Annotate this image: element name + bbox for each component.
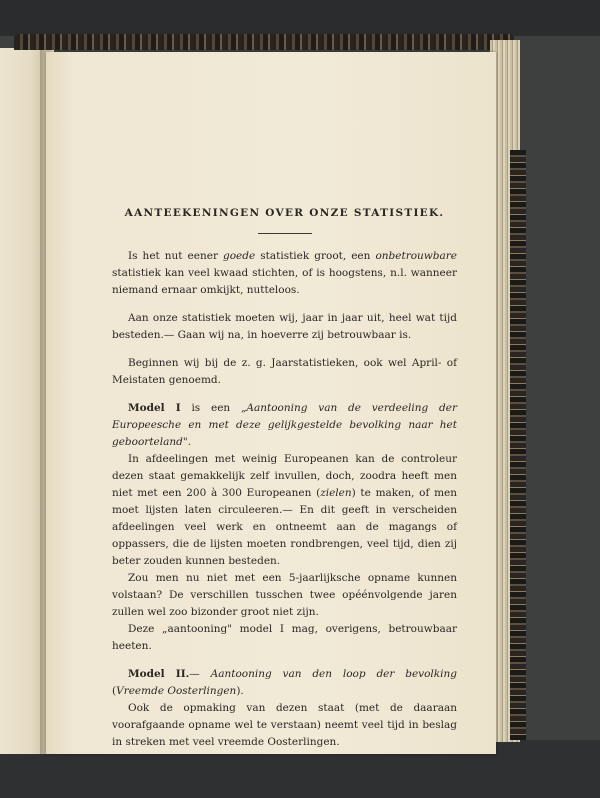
marbled-cover-edge	[510, 150, 526, 740]
paragraph-2: Aan onze statistiek moeten wij, jaar in jaar uit, heel wat tijd besteden.— Gaan wij na, in hoeverre zij betrouwbaar is.	[112, 312, 457, 341]
left-page-edge	[0, 48, 45, 754]
paragraph-7: Deze „aantooning" model I mag, overigens, betrouwbaar heeten.	[112, 623, 457, 652]
paragraph-6: Zou men nu niet met een 5-jaarlijksche opname kunnen volstaan? De verschillen tusschen twee opéénvolgende jaren zullen wel zoo bizonder groot niet zijn.	[112, 572, 457, 618]
paragraph-1: Is het nut eener goede statistiek groot, een onbetrouwbare statistiek kan veel kwaad stichten, of is hoogstens, n.l. wanneer niemand ernaar omkijkt, nutteloos.	[112, 250, 457, 296]
paragraph-model-1: Model I is een „Aantooning van de verdeeling der Europeesche en met deze gelijkgestelde bevolking naar het geboorteland".	[112, 402, 457, 448]
paragraph-3: Beginnen wij bij de z. g. Jaarstatistieken, ook wel April- of Meistaten genoemd.	[112, 357, 457, 386]
heading-rule	[258, 233, 312, 234]
model-2-label: Model II.	[128, 668, 190, 680]
paragraph-5: In afdeelingen met weinig Europeanen kan de controleur dezen staat gemakkelijk zelf invullen, doch, zoodra heeft men niet met een 200 à 300 Europeanen (zielen) te maken, of men moet lijsten laten circuleeren.— En dit geeft in verscheiden afdeelingen veel werk en ontneemt aan de magangs of oppassers, die de lijsten moeten rondbrengen, veel tijd, dien zij beter zouden kunnen besteden.	[112, 453, 458, 567]
model-1-label: Model I	[128, 402, 181, 414]
background-top	[0, 0, 600, 36]
book-page	[46, 52, 496, 754]
page-heading: AANTEEKENINGEN OVER ONZE STATISTIEK.	[124, 207, 445, 219]
paragraph-9: Ook de opmaking van dezen staat (met de daaraan voorafgaande opname wel te verstaan) neemt veel tijd in beslag in streken met veel vreemde Oosterlingen.	[112, 702, 457, 748]
book-top-edge	[14, 34, 514, 50]
page-content	[112, 206, 457, 751]
paragraph-model-2: Model II.— Aantooning van den loop der bevolking (Vreemde Oosterlingen).	[112, 668, 457, 697]
